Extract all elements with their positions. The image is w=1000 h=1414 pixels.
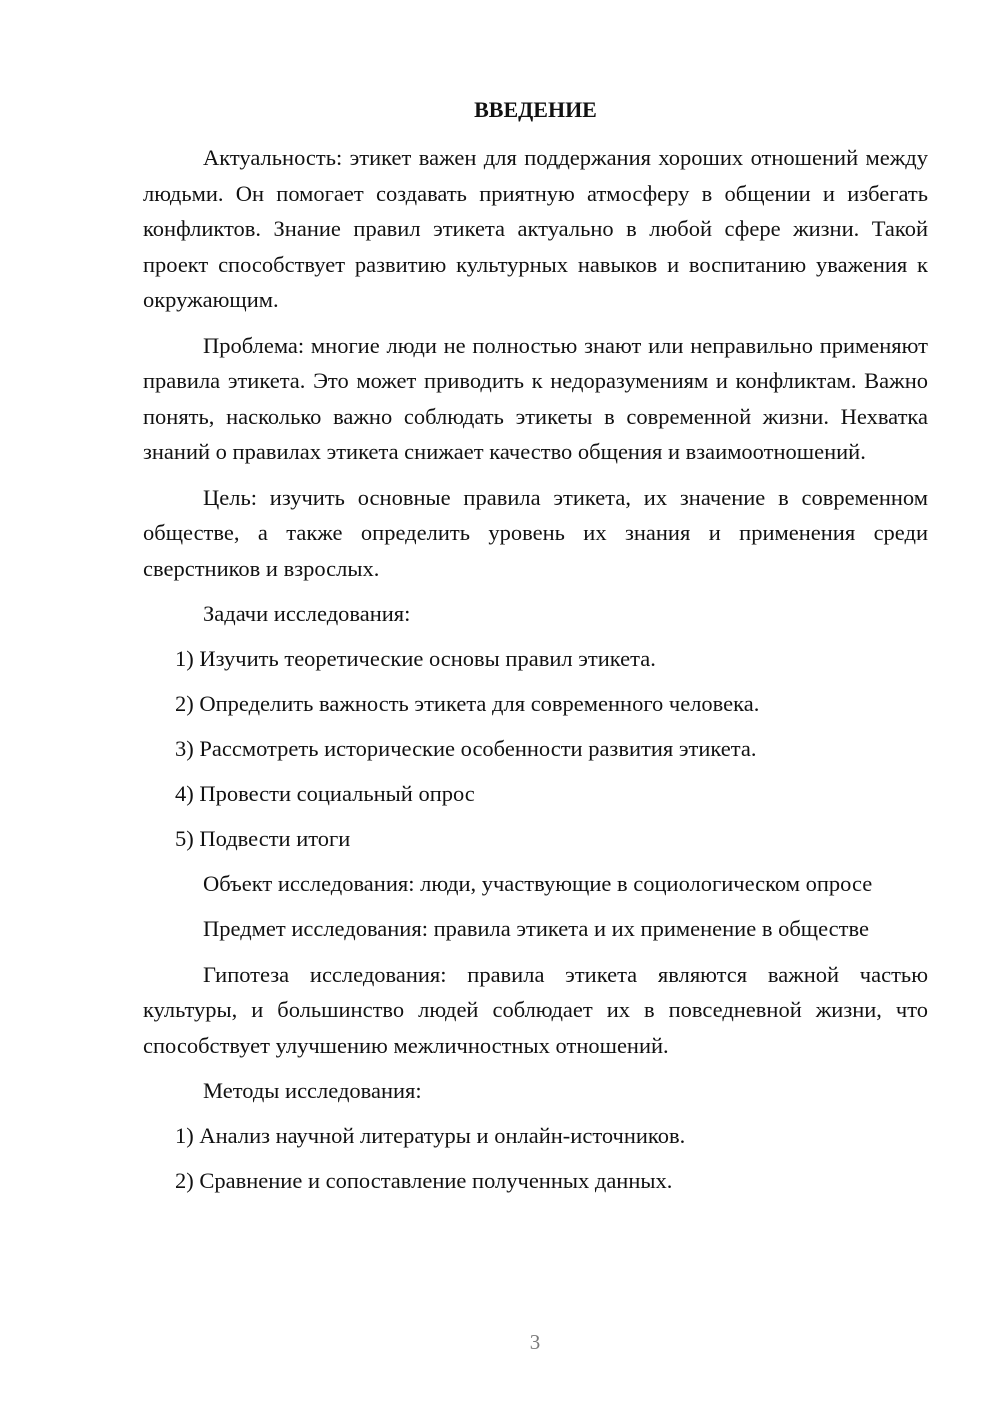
problem-paragraph: Проблема: многие люди не полностью знают или неправильно применяют правила этикета. Это может приводить к недоразумениям и конфликтам. Важно понять, насколько важно соблюдать этикеты в современной жизни. Нехватка знаний о правилах этикета снижает качество общения и взаимоотношений. (143, 332, 928, 464)
relevance-paragraph: Актуальность: этикет важен для поддержания хороших отношений между людьми. Он помогает создавать приятную атмосферу в общении и избегать конфликтов. Знание правил этикета актуально в любой сфере жизни. Такой проект способствует развитию культурных навыков и воспитанию уважения к окружающим. (143, 145, 928, 312)
object-paragraph: Объект исследования: люди, участвующие в социологическом опросе (203, 870, 873, 896)
task-item: 3) Рассмотреть исторические особенности развития этикета. (175, 735, 757, 761)
page-number: 3 (529, 1330, 541, 1354)
goal-paragraph: Цель: изучить основные правила этикета, их значение в современном обществе, а также определить уровень их знания и применения среди сверстников и взрослых. (143, 484, 928, 581)
method-item: 1) Анализ научной литературы и онлайн-источников. (175, 1122, 686, 1148)
document-page (143, 90, 928, 1208)
method-item: 2) Сравнение и сопоставление полученных данных. (175, 1167, 673, 1193)
subject-paragraph: Предмет исследования: правила этикета и их применение в обществе (203, 916, 869, 941)
page-title: ВВЕДЕНИЕ (474, 97, 597, 122)
task-item: 2) Определить важность этикета для современного человека. (175, 690, 760, 716)
task-item: 4) Провести социальный опрос (175, 780, 475, 806)
methods-heading: Методы исследования: (203, 1078, 422, 1103)
hypothesis-paragraph: Гипотеза исследования: правила этикета являются важной частью культуры, и большинство людей соблюдает их в повседневной жизни, что способствует улучшению межличностных отношений. (143, 961, 928, 1058)
tasks-heading: Задачи исследования: (203, 601, 411, 626)
task-item: 1) Изучить теоретические основы правил этикета. (175, 645, 656, 671)
task-item: 5) Подвести итоги (175, 825, 351, 851)
